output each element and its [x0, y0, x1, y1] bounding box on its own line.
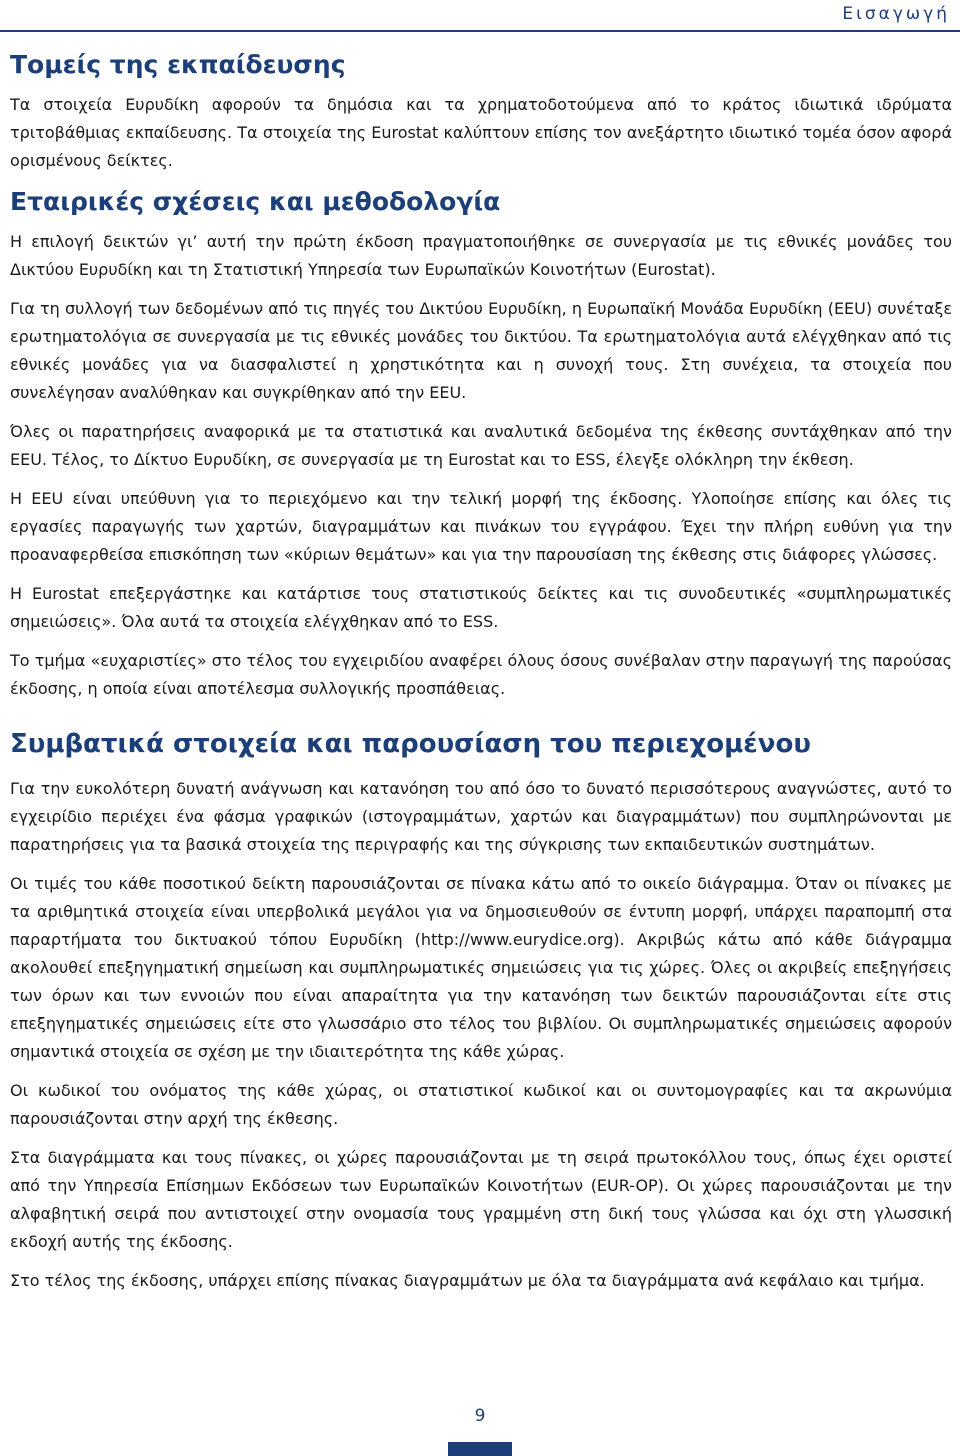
paragraph: Οι τιμές του κάθε ποσοτικού δείκτη παρουσιάζονται σε πίνακα κάτω από το οικείο διάγραμμα. Όταν οι πίνακες με τα αριθμητικά στοιχεία είναι υπερβολικά μεγάλοι για να δημοσιευθούν σε έντυπη μορφή, υπάρχει παραπομπή στα παραρτήματα του δικτυακού τόπου Ευρυδίκη (http://www.eurydice.org). Ακριβώς κάτω από κάθε διάγραμμα ακολουθεί επεξηγηματική σημείωση και συμπληρωματικές σημειώσεις για τις χώρες. Όλες οι ακριβείς επεξηγήσεις των όρων και των εννοιών που είναι απαραίτητα για την κατανόηση των δεικτών παρουσιάζονται είτε στις επεξηγηματικές σημειώσεις είτε στο γλωσσάριο στο τέλος του βιβλίου. Οι συμπληρωματικές σημειώσεις αφορούν σημαντικά στοιχεία σε σχέση με την ιδιαιτερότητα της κάθε χώρας.	[10, 874, 952, 1061]
page-number: 9	[474, 1406, 486, 1426]
page-content	[10, 44, 952, 1306]
section-title-education-sectors: Τομείς της εκπαίδευσης	[10, 50, 346, 79]
paragraph: Το τμήμα «ευχαριστίες» στο τέλος του εγχειριδίου αναφέρει όλους όσους συνέβαλαν στην παραγωγή της παρούσας έκδοσης, η οποία είναι αποτέλεσμα συλλογικής προσπάθειας.	[10, 651, 952, 698]
paragraph: Για την ευκολότερη δυνατή ανάγνωση και κατανόηση του από όσο το δυνατό περισσότερους αναγνώστες, αυτό το εγχειρίδιο περιέχει ένα φάσμα γραφικών (ιστογραμμάτων, χαρτών και διαγραμμάτων) που συμπληρώνονται με παρατηρήσεις για τα βασικά στοιχεία της περιγραφής και της σύγκρισης των εκπαιδευτικών συστημάτων.	[10, 779, 952, 854]
paragraph: Τα στοιχεία Ευρυδίκη αφορούν τα δημόσια και τα χρηματοδοτούμενα από το κράτος ιδιωτικά ιδρύματα τριτοβάθμιας εκπαίδευσης. Τα στοιχεία της Eurostat καλύπτουν επίσης τον ανεξάρτητο ιδιωτικό τομέα όσον αφορά ορισμένους δείκτες.	[10, 95, 952, 170]
page-footer-bar	[448, 1442, 512, 1456]
paragraph: Όλες οι παρατηρήσεις αναφορικά με τα στατιστικά και αναλυτικά δεδομένα της έκθεσης συντάχθηκαν από την EEU. Τέλος, το Δίκτυο Ευρυδίκη, σε συνεργασία με τη Eurostat και το ESS, έλεγξε ολόκληρη την έκθεση.	[10, 422, 952, 469]
page-header	[0, 0, 960, 34]
header-rule	[0, 30, 960, 32]
section-title-partnerships: Εταιρικές σχέσεις και μεθοδολογία	[10, 187, 501, 216]
paragraph: Οι κωδικοί του ονόματος της κάθε χώρας, οι στατιστικοί κωδικοί και οι συντομογραφίες και τα ακρωνύμια παρουσιάζονται στην αρχή της έκθεσης.	[10, 1081, 952, 1128]
paragraph: Για τη συλλογή των δεδομένων από τις πηγές του Δικτύου Ευρυδίκη, η Ευρωπαϊκή Μονάδα Ευρυδίκη (EEU) συνέταξε ερωτηματολόγια σε συνεργασία με τις εθνικές μονάδες του δικτύου. Τα ερωτηματολόγια αυτά ελέγχθηκαν από τις εθνικές μονάδες για να διασφαλιστεί η χρηστικότητα και η συνοχή τους. Στη συνέχεια, τα στοιχεία που συνελέγησαν αναλύθηκαν και συγκρίθηκαν από την EEU.	[10, 299, 952, 402]
paragraph: Η EEU είναι υπεύθυνη για το περιεχόμενο και την τελική μορφή της έκδοσης. Υλοποίησε επίσης και όλες τις εργασίες παραγωγής των χαρτών, διαγραμμάτων και πινάκων του εγγράφου. Έχει την πλήρη ευθύνη για την προαναφερθείσα επισκόπηση των «κύριων θεμάτων» και για την παρουσίαση της έκθεσης στις διάφορες γλώσσες.	[10, 489, 952, 564]
paragraph: Στο τέλος της έκδοσης, υπάρχει επίσης πίνακας διαγραμμάτων με όλα τα διαγράμματα ανά κεφάλαιο και τμήμα.	[10, 1271, 925, 1290]
paragraph: Η Eurostat επεξεργάστηκε και κατάρτισε τους στατιστικούς δείκτες και τις συνοδευτικές «συμπληρωματικές σημειώσεις». Όλα αυτά τα στοιχεία ελέγχθηκαν από το ESS.	[10, 584, 952, 631]
running-header-section: Εισαγωγή	[842, 4, 950, 24]
paragraph: Στα διαγράμματα και τους πίνακες, οι χώρες παρουσιάζονται με τη σειρά πρωτοκόλλου τους, όπως έχει οριστεί από την Υπηρεσία Επίσημων Εκδόσεων των Ευρωπαϊκών Κοινοτήτων (EUR-OP). Οι χώρες παρουσιάζονται με την αλφαβητική σειρά που αντιστοιχεί στην ονομασία τους γραμμένη στη δική τους γλώσσα και όχι στη γλωσσική εκδοχή αυτής της έκδοσης.	[10, 1148, 952, 1251]
paragraph: Η επιλογή δεικτών γι’ αυτή την πρώτη έκδοση πραγματοποιήθηκε σε συνεργασία με τις εθνικές μονάδες του Δικτύου Ευρυδίκη και τη Στατιστική Υπηρεσία των Ευρωπαϊκών Κοινοτήτων (Eurostat).	[10, 232, 952, 279]
section-title-conventions: Συμβατικά στοιχεία και παρουσίαση του περιεχομένου	[10, 729, 811, 759]
